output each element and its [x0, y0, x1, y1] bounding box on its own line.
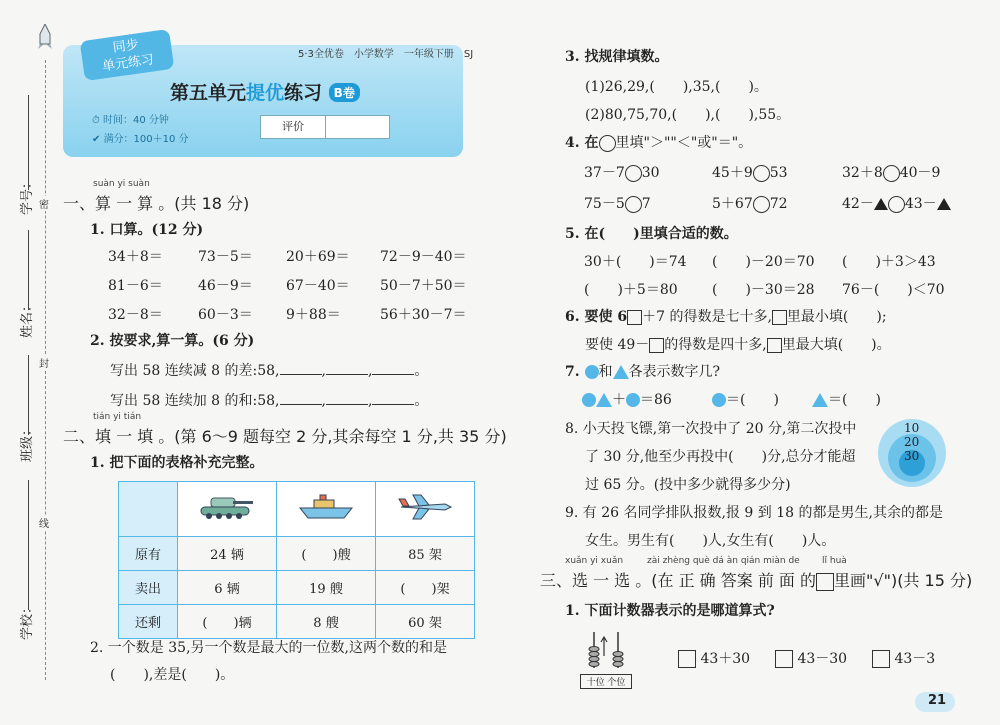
answer-blank[interactable] — [372, 362, 414, 375]
rocket-badge-icon: ✈ — [145, 30, 157, 46]
blue-circle-icon — [585, 365, 599, 379]
rocket-icon — [38, 24, 52, 50]
compare-circle-icon[interactable] — [625, 196, 642, 213]
fill-item[interactable]: ( )＋3＞43 — [842, 254, 936, 270]
version-badge: B卷 — [329, 83, 360, 102]
q1-2a: 写出 58 连续减 8 的差:58, , , 。 — [110, 363, 429, 379]
blank-xuexiao[interactable] — [28, 480, 29, 610]
answer-blank[interactable] — [326, 362, 368, 375]
table-row: 卖出 6 辆 19 艘 ( )架 — [119, 571, 475, 605]
square-blank-icon — [816, 573, 834, 591]
fill-item[interactable]: 76－( )＜70 — [842, 282, 945, 298]
q8-l2: 了 30 分,他至少再投中( )分,总分才能超 — [585, 449, 856, 465]
q9-l2: 女生。男生有( )人,女生有( )人。 — [585, 533, 836, 549]
blue-circle-icon — [626, 393, 640, 407]
field-xingming: 姓名： — [20, 298, 35, 338]
answer-blank[interactable] — [372, 392, 414, 405]
q1-2b: 写出 58 连续加 8 的和:58, , , 。 — [110, 393, 429, 409]
time-limit: ⏱ 时间：40 分钟 — [92, 115, 169, 126]
black-triangle-icon — [874, 198, 888, 210]
dart-ring-20: 20 — [904, 435, 920, 449]
blue-circle-icon — [712, 393, 726, 407]
compare-circle-icon[interactable] — [888, 196, 905, 213]
binding-line — [45, 60, 46, 680]
answer-blank[interactable] — [280, 362, 322, 375]
q7-a[interactable]: ＝( ) — [712, 389, 779, 409]
square-blank-icon — [767, 338, 782, 353]
sec3-title: 三、选 一 选 。(在 正 确 答案 前 面 的 里画"√")(共 15 分) — [540, 571, 973, 590]
blue-triangle-icon — [613, 365, 629, 379]
sec2-pinyin: tián yi tián — [93, 412, 142, 422]
oral-item[interactable]: 50－7＋50＝ — [380, 278, 467, 294]
q3: 3. 找规律填数。 — [565, 49, 669, 65]
dart-ring-10: 10 — [904, 421, 920, 435]
seal-feng: 封 — [39, 355, 49, 370]
q3a: (1)26,29,( ),35,( )。 — [585, 79, 768, 95]
fill-item[interactable]: ( )＋5＝80 — [584, 282, 678, 298]
answer-blank[interactable] — [280, 392, 322, 405]
square-blank-icon[interactable] — [649, 338, 664, 353]
oral-item[interactable]: 73－5＝ — [198, 249, 253, 265]
compare-circle-icon[interactable] — [625, 165, 642, 182]
page-number: 21 — [928, 693, 947, 708]
checkbox-icon — [678, 650, 696, 668]
table-row: 原有 24 辆 ( )艘 85 架 — [119, 537, 475, 571]
q7: 7. 和 各表示数字几? — [565, 364, 721, 380]
oral-item[interactable]: 32－8＝ — [108, 307, 163, 323]
compare-item: 37－7 30 — [584, 165, 660, 181]
option-2[interactable]: 43－30 — [775, 648, 847, 668]
abacus-label: 十位 个位 — [580, 674, 632, 689]
oral-item[interactable]: 46－9＝ — [198, 278, 253, 294]
square-blank-icon[interactable] — [627, 310, 642, 325]
q2-2-line2: ( ),差是( )。 — [110, 667, 235, 683]
oral-item[interactable]: 81－6＝ — [108, 278, 163, 294]
sec1-title: 一、算 一 算 。(共 18 分) — [63, 194, 250, 213]
fill-item[interactable]: ( )－30＝28 — [712, 282, 815, 298]
compare-item: 42－ 43－ — [842, 193, 951, 213]
field-banji: 班级： — [20, 422, 35, 462]
sec3-pinyin-3: lǐ huà — [822, 556, 847, 566]
blank-banji[interactable] — [28, 355, 29, 435]
compare-circle-icon[interactable] — [753, 196, 770, 213]
q2-2-line1: 2. 一个数是 35,另一个数是最大的一位数,这两个数的和是 — [90, 640, 447, 656]
q7-eq: ＋ ＝86 — [582, 389, 672, 409]
clock-icon: ⏱ — [92, 115, 103, 126]
circle-blank-icon — [599, 135, 616, 152]
full-score: ✔ 满分：100＋10 分 — [92, 134, 189, 145]
q8-l3: 过 65 分。(投中多少就得多少分) — [585, 477, 791, 493]
square-blank-icon — [772, 310, 787, 325]
q3b: (2)80,75,70,( ),( ),55。 — [585, 107, 791, 123]
oral-item[interactable]: 20＋69＝ — [286, 249, 350, 265]
black-triangle-icon — [937, 198, 951, 210]
q1-1: 1. 口算。(12 分) — [90, 222, 204, 238]
q8-l1: 8. 小天投飞镖,第一次投中了 20 分,第二次投中 — [565, 421, 857, 437]
q1-2: 2. 按要求,算一算。(6 分) — [90, 333, 255, 349]
q4: 4. 在 里填"＞""＜"或"＝"。 — [565, 135, 753, 151]
inventory-table — [118, 481, 475, 639]
oral-item[interactable]: 56＋30－7＝ — [380, 307, 467, 323]
compare-circle-icon[interactable] — [883, 165, 900, 182]
tank-cell — [178, 482, 277, 537]
plane-cell — [376, 482, 475, 537]
evaluation-field[interactable] — [326, 116, 389, 138]
check-icon: ✔ — [92, 134, 104, 145]
seal-mi: 密 — [39, 196, 49, 211]
corner-cell — [119, 482, 178, 537]
q7-b[interactable]: ＝( ) — [812, 389, 881, 409]
q5: 5. 在( )里填合适的数。 — [565, 226, 738, 242]
sec2-title: 二、填 一 填 。(第 6～9 题每空 2 分,其余每空 1 分,共 35 分) — [63, 427, 507, 446]
evaluation-label: 评价 — [261, 116, 326, 138]
seal-xian: 线 — [39, 515, 49, 530]
oral-item[interactable]: 34＋8＝ — [108, 249, 163, 265]
ship-cell — [277, 482, 376, 537]
option-3[interactable]: 43－3 — [872, 648, 935, 668]
airplane-icon — [395, 492, 455, 522]
sec3-pinyin-1: xuǎn yi xuǎn — [565, 556, 624, 566]
blank-xingming[interactable] — [28, 230, 29, 310]
checkbox-icon — [775, 650, 793, 668]
field-xuexiao: 学校： — [20, 600, 35, 640]
tank-icon — [197, 492, 257, 522]
answer-blank[interactable] — [326, 392, 368, 405]
ship-icon — [296, 492, 356, 522]
sync-badge: 同步 单元练习 — [80, 29, 175, 81]
checkbox-icon — [872, 650, 890, 668]
oral-item[interactable]: 9＋88＝ — [286, 307, 341, 323]
compare-item: 32＋8 40－9 — [842, 165, 941, 181]
blue-circle-icon — [582, 393, 596, 407]
compare-item: 45＋9 53 — [712, 165, 788, 181]
compare-circle-icon[interactable] — [753, 165, 770, 182]
evaluation-box[interactable] — [260, 115, 390, 139]
abacus — [580, 628, 632, 688]
blank-xuehao[interactable] — [28, 95, 29, 190]
sec1-pinyin: suàn yi suàn — [93, 179, 150, 189]
q9-l1: 9. 有 26 名同学排队报数,报 9 到 18 的都是男生,其余的都是 — [565, 505, 943, 521]
blue-triangle-icon — [812, 393, 828, 407]
book-info: 5·3全优卷 小学数学 一年级下册 SJ — [298, 49, 474, 60]
dart-ring-30: 30 — [904, 449, 920, 463]
fill-item[interactable]: 30＋( )＝74 — [584, 254, 687, 270]
q2-1: 1. 把下面的表格补充完整。 — [90, 455, 264, 471]
q3-1: 1. 下面计数器表示的是哪道算式? — [565, 603, 775, 619]
fill-item[interactable]: ( )－20＝70 — [712, 254, 815, 270]
table-row: 还剩 ( )辆 8 艘 60 架 — [119, 605, 475, 639]
compare-item: 75－5 7 — [584, 196, 651, 212]
blue-triangle-icon — [596, 393, 612, 407]
compare-item: 5＋67 72 — [712, 196, 788, 212]
oral-item[interactable]: 60－3＝ — [198, 307, 253, 323]
q6a: 6. 要使 6 ＋7 的得数是七十多, 里最小填( ); — [565, 309, 887, 325]
sec3-pinyin-2: zài zhèng què dá àn qián miàn de — [647, 556, 800, 566]
q6b: 要使 49－ 的得数是四十多, 里最大填( )。 — [585, 337, 891, 353]
oral-item[interactable]: 67－40＝ — [286, 278, 350, 294]
option-1[interactable]: 43＋30 — [678, 648, 750, 668]
oral-item[interactable]: 72－9－40＝ — [380, 249, 467, 265]
page-title: 第五单元提优练习 B卷 — [170, 78, 360, 105]
field-xuehao: 学号： — [20, 175, 35, 215]
dartboard — [877, 418, 947, 488]
